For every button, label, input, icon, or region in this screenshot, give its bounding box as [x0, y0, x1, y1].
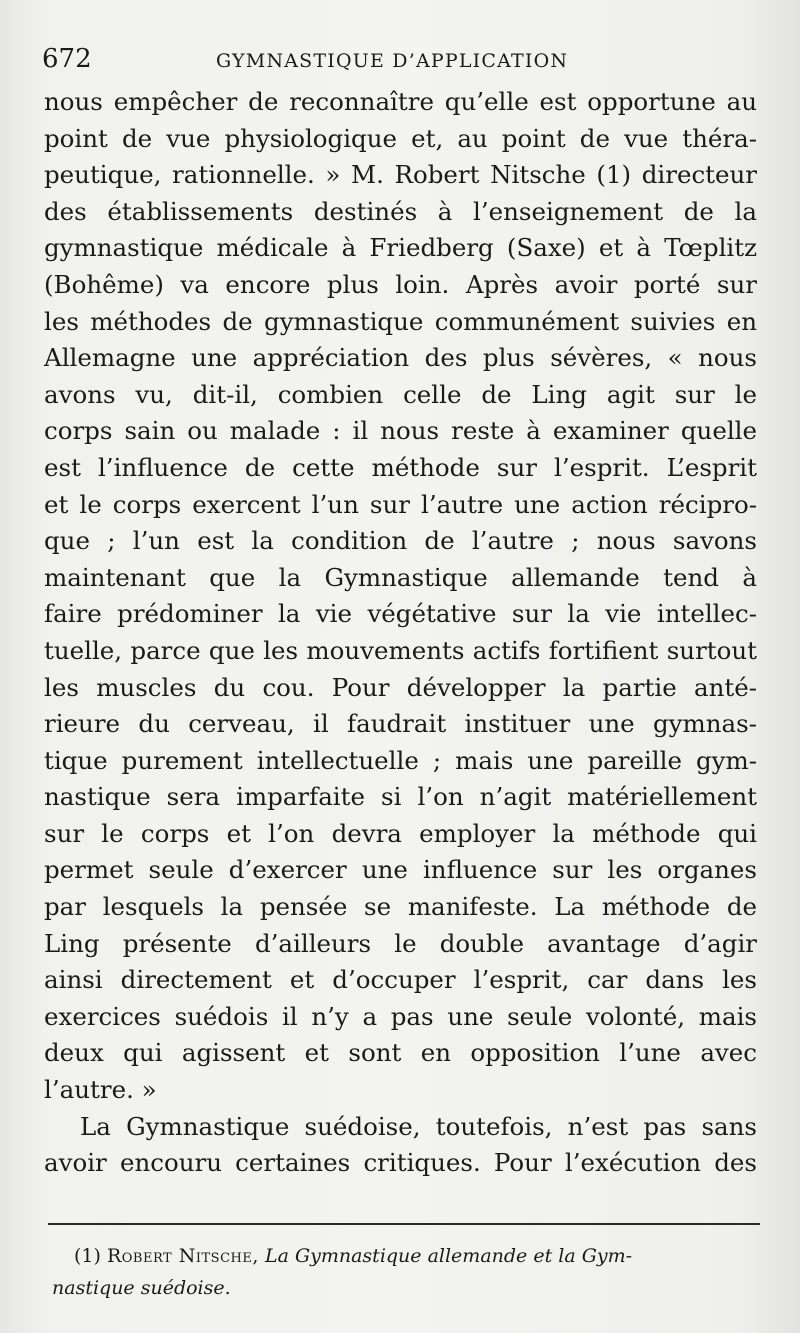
text-line: (Bohême) va encore plus loin. Après avoir porté sur	[44, 269, 757, 299]
text-line: permet seule d’exercer une influence sur les organes	[44, 855, 757, 885]
text-line: Allemagne une appréciation des plus sévères, « nous	[44, 343, 757, 373]
text-line: tuelle, parce que les mouvements actifs fortifient surtout	[44, 635, 757, 665]
text-line: l’autre. »	[44, 1075, 157, 1105]
text-line: maintenant que la Gymnastique allemande tend à	[44, 562, 757, 592]
running-title: GYMNASTIQUE D’APPLICATION	[216, 50, 569, 72]
text-line: est l’influence de cette méthode sur l’esprit. L’esprit	[44, 452, 757, 482]
text-line: avons vu, dit-il, combien celle de Ling agit sur le	[44, 379, 757, 409]
footnote-marker: (1)	[74, 1245, 101, 1267]
text-line: des établissements destinés à l’enseignement de la	[44, 196, 757, 226]
text-line: nastique sera imparfaite si l’on n’agit matériellement	[44, 782, 757, 812]
text-line: sur le corps et l’on devra employer la méthode qui	[44, 818, 757, 848]
footnote-title: La Gymnastique allemande et la Gym-	[264, 1245, 633, 1267]
text-line: point de vue physiologique et, au point de vue théra-	[44, 123, 757, 153]
page-number: 672	[42, 44, 92, 74]
footnote-rule	[48, 1223, 760, 1225]
text-line: ainsi directement et d’occuper l’esprit, car dans les	[44, 965, 757, 995]
text-line: que ; l’un est la condition de l’autre ; nous savons	[44, 526, 757, 556]
footnote	[52, 1240, 760, 1304]
text-line: nous empêcher de reconnaître qu’elle est opportune au	[44, 87, 757, 116]
text-line: par lesquels la pensée se manifeste. La méthode de	[44, 892, 757, 922]
text-line: exercices suédois il n’y a pas une seule volonté, mais	[44, 1001, 757, 1031]
text-line: deux qui agissent et sont en opposition l’une avec	[44, 1038, 757, 1068]
text-line: faire prédominer la vie végétative sur la vie intellec-	[44, 599, 757, 629]
text-line: tique purement intellectuelle ; mais une pareille gym-	[44, 745, 757, 775]
text-line: les muscles du cou. Pour développer la partie anté-	[44, 672, 757, 702]
text-line: corps sain ou malade : il nous reste à examiner quelle	[44, 416, 757, 446]
text-line: gymnastique médicale à Friedberg (Saxe) et à Tœplitz	[44, 233, 757, 263]
body-text	[44, 84, 757, 1182]
footnote-line	[52, 1240, 760, 1272]
paragraph-start-line: La Gymnastique suédoise, toutefois, n’est pas sans	[80, 1111, 757, 1141]
text-line: avoir encouru certaines critiques. Pour l’exécution des	[44, 1148, 757, 1178]
footnote-title-continued: nastique suédoise.	[52, 1277, 231, 1299]
text-line: rieure du cerveau, il faudrait instituer une gymnas-	[44, 709, 757, 739]
text-line: et le corps exercent l’un sur l’autre une action récipro-	[44, 489, 757, 519]
text-line: les méthodes de gymnastique communément suivies en	[44, 306, 757, 336]
footnote-author: Robert Nitsche,	[106, 1245, 259, 1267]
text-line: peutique, rationnelle. » M. Robert Nitsche (1) directeur	[44, 160, 757, 190]
text-line: Ling présente d’ailleurs le double avantage d’agir	[44, 928, 757, 958]
running-head	[42, 40, 762, 76]
